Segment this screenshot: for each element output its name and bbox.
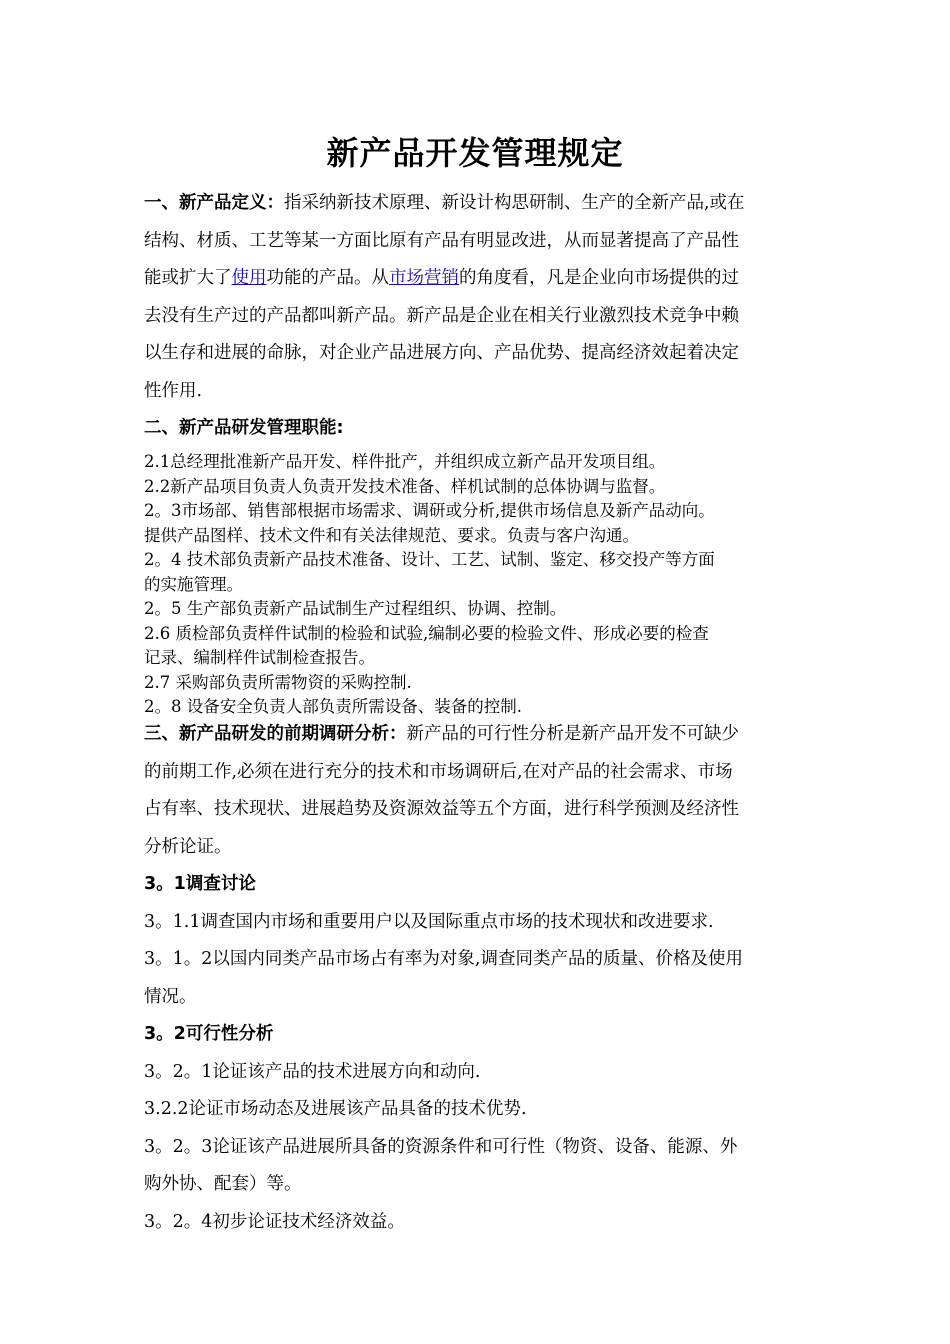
section-functions-heading-row [144,414,814,442]
list-item: 2.2新产品项目负责人负责开发技术准备、样机试制的总体协调与监督。 [144,476,666,496]
paragraph-line: 3。2。1论证该产品的技术进展方向和动向. [144,1061,481,1082]
paragraph-text: 新产品的可行性分析是新产品开发不可缺少 [406,724,739,744]
paragraph-line: 情况。 [144,986,197,1007]
list-item: 2。4 技术部负责新产品技术准备、设计、工艺、试制、鉴定、移交投产等方面 [144,550,715,569]
list-item: 2.7 采购部负责所需物资的采购控制. [144,672,412,692]
subsection-heading: 3。2可行性分析 [144,1024,274,1044]
section-definition [144,185,814,410]
paragraph-line: 分析论证。 [144,836,232,857]
list-item: 2。5 生产部负责新产品试制生产过程组织、协调、控制。 [144,599,567,618]
paragraph-line [144,716,814,754]
marketing-link[interactable]: 市场营销 [389,268,459,288]
section-heading: 一、新产品定义： [144,193,284,213]
section-research [144,716,814,1241]
paragraph-line: 3。2。3论证该产品进展所具备的资源条件和可行性（物资、设备、能源、外 [144,1136,738,1157]
paragraph-text: 功能的产品。从 [266,268,389,288]
page-title: 新产品开发管理规定 [326,134,624,172]
paragraph-line [144,185,814,223]
paragraph-line: 以生存和进展的命脉，对企业产品进展方向、产品优势、提高经济效起着决定 [144,343,739,363]
list-item: 2。8 设备安全负责人部负责所需设备、装备的控制. [144,697,522,716]
paragraph-line: 去没有生产过的产品都叫新产品。新产品是企业在相关行业激烈技术竞争中赖 [144,305,739,326]
paragraph-line: 结构、材质、工艺等某一方面比原有产品有明显改进，从而显著提高了产品性 [144,230,739,251]
list-item: 2.6 质检部负责样件试制的检验和试验,编制必要的检验文件、形成必要的检查 [144,623,709,643]
list-item: 提供产品图样、技术文件和有关法律规范、要求。负责与客户沟通。 [144,525,639,545]
section-heading: 三、新产品研发的前期调研分析： [144,724,407,744]
list-item: 记录、编制样件试制检查报告。 [144,648,375,667]
paragraph-line: 3.2.2论证市场动态及进展该产品具备的技术优势. [144,1099,527,1119]
paragraph-line: 3。2。4初步论证技术经济效益。 [144,1211,405,1232]
paragraph-line [144,260,814,298]
paragraph-line: 的前期工作,必须在进行充分的技术和市场调研后,在对产品的社会需求、市场 [144,761,733,782]
list-item: 2.1总经理批准新产品开发、样件批产，并组织成立新产品开发项目组。 [144,452,666,471]
list-item: 2。3市场部、销售部根据市场需求、调研或分析,提供市场信息及新产品动向。 [144,501,715,520]
paragraph-text: 的角度看，凡是企业向市场提供的过 [459,268,739,288]
paragraph-text: 能或扩大了 [144,268,232,288]
paragraph-text: 指采纳新技术原理、新设计构思研制、生产的全新产品,或在 [284,193,745,213]
paragraph-line: 3。1.1调查国内市场和重要用户以及国际重点市场的技术现状和改进要求. [144,911,714,932]
list-item: 的实施管理。 [144,574,243,594]
section-functions-list [144,450,834,720]
paragraph-line: 购外协、配套）等。 [144,1174,302,1194]
paragraph-line: 3。1。2以国内同类产品市场占有率为对象,调查同类产品的质量、价格及使用 [144,949,743,969]
use-link[interactable]: 使用 [231,268,267,288]
paragraph-line: 占有率、技术现状、进展趋势及资源效益等五个方面，进行科学预测及经济性 [144,799,739,819]
subsection-heading: 3。1调查讨论 [144,874,256,894]
paragraph-line: 性作用. [144,380,203,401]
section-heading: 二、新产品研发管理职能: [144,418,344,438]
